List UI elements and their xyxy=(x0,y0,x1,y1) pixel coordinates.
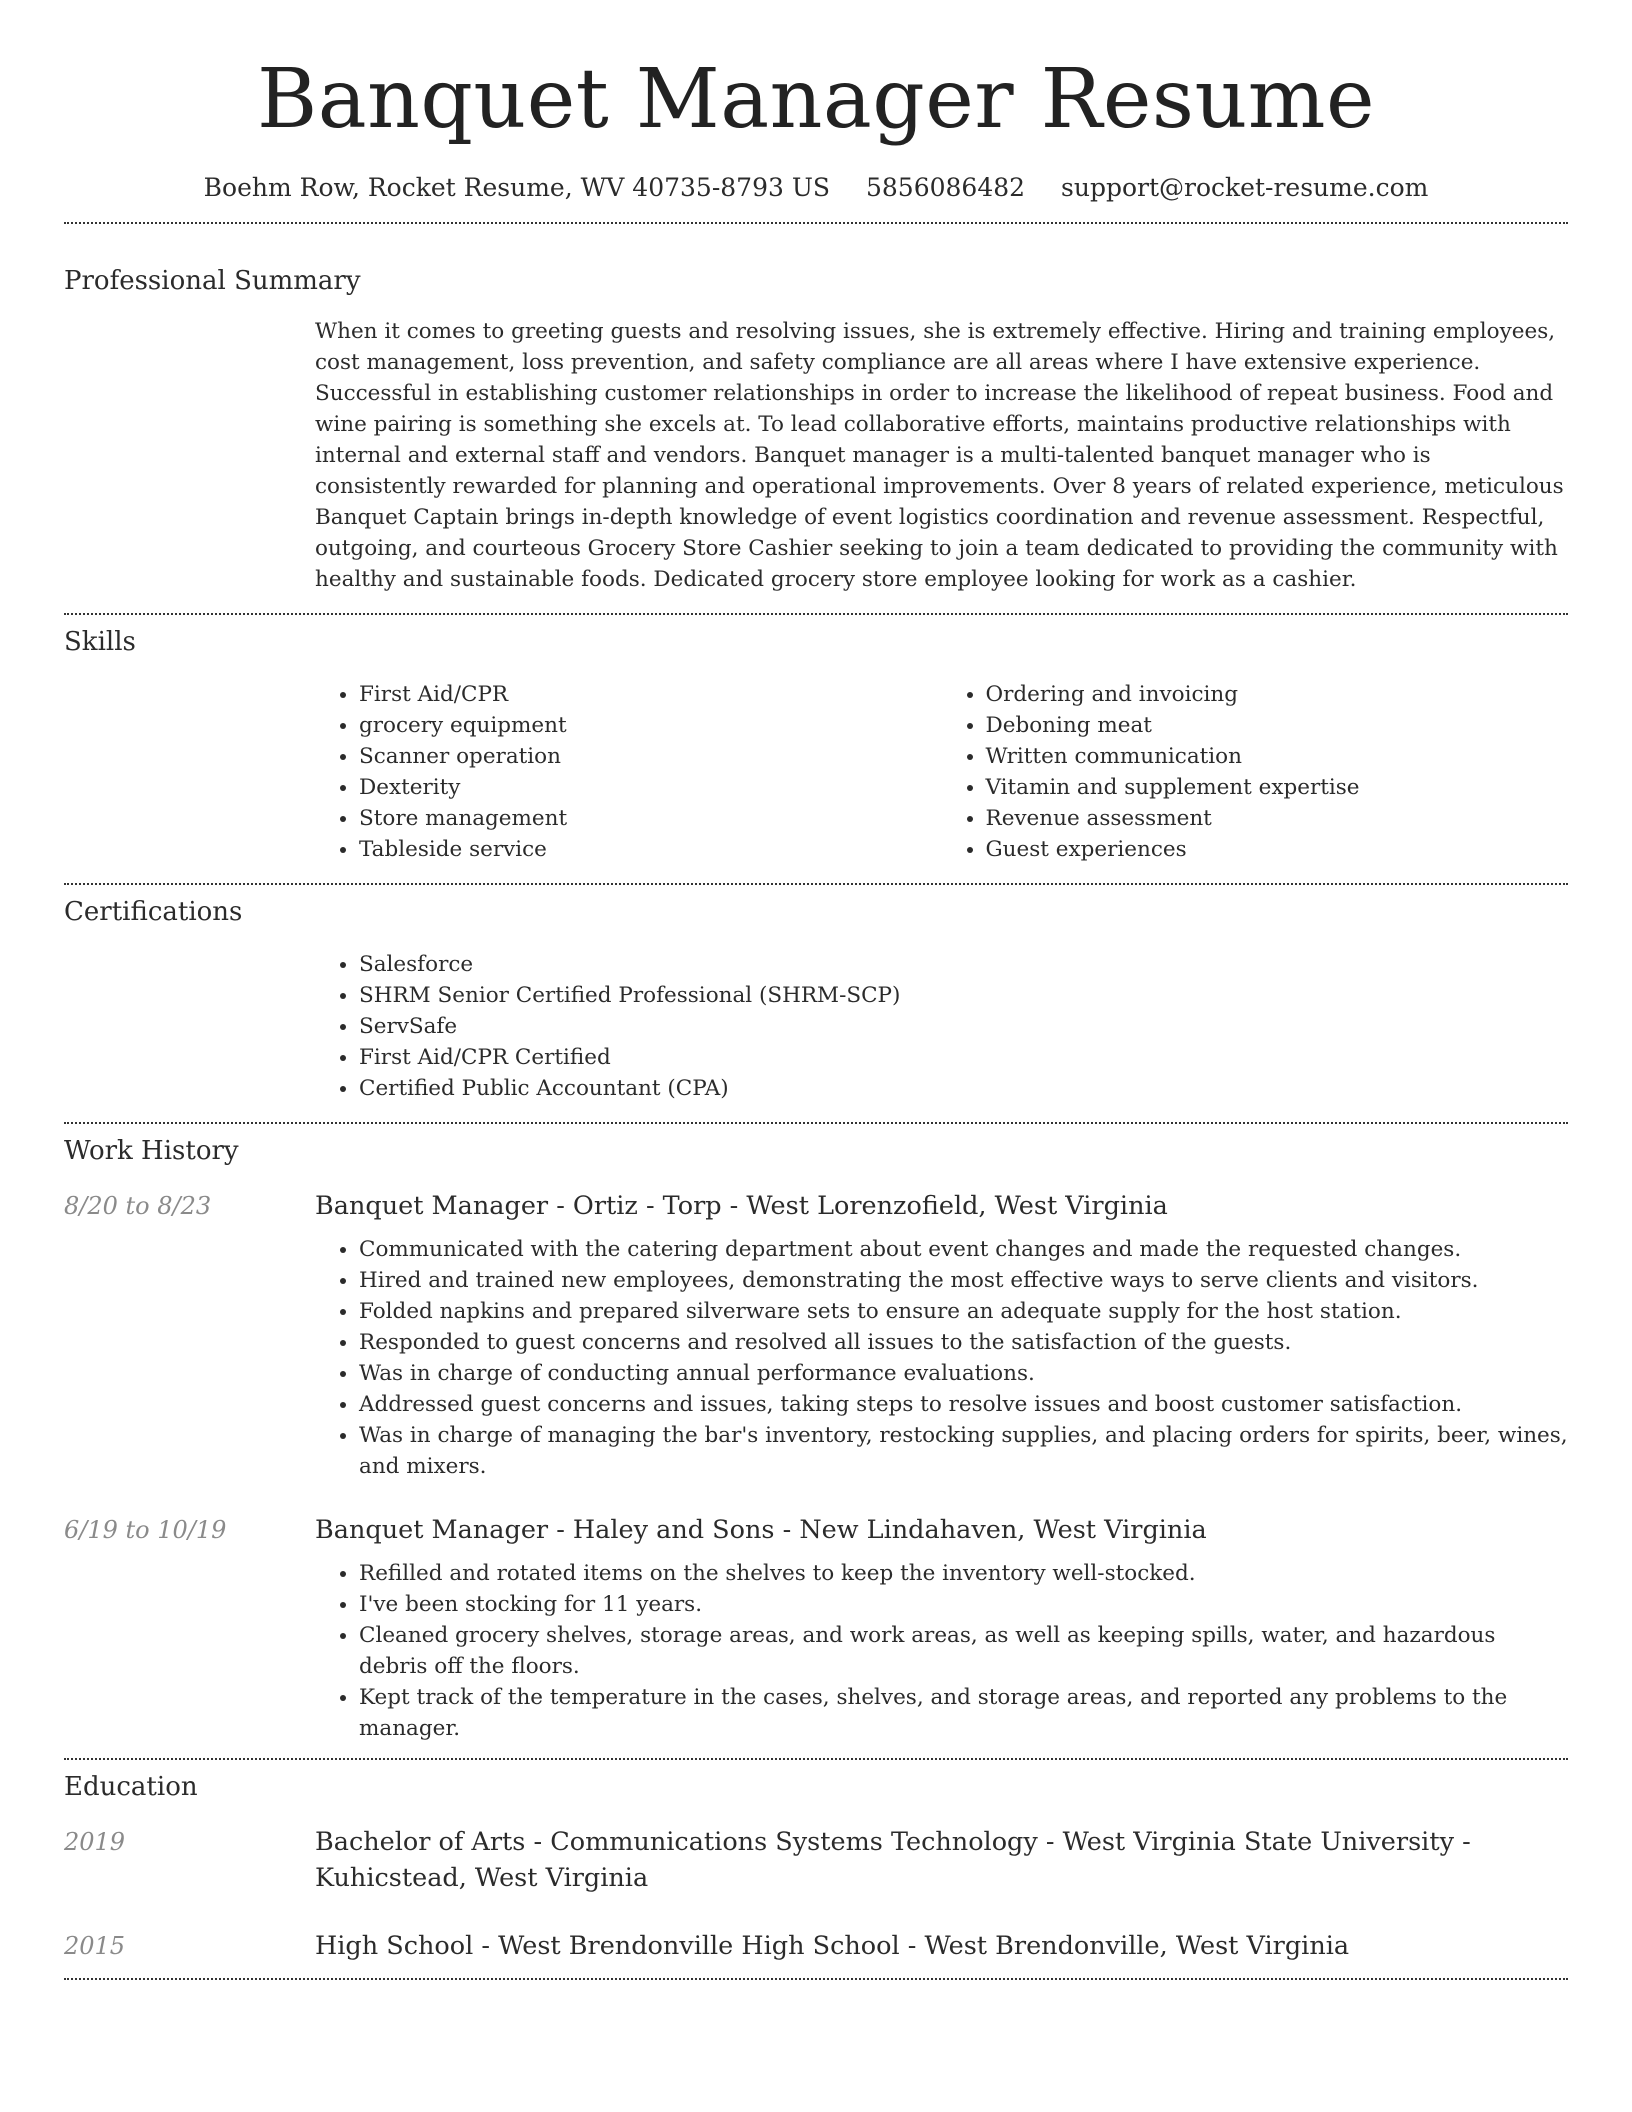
skills-column-right xyxy=(942,679,1569,865)
skill-item: • grocery equipment xyxy=(359,710,942,741)
skill-item: • Revenue assessment xyxy=(986,803,1569,834)
summary-heading: Professional Summary xyxy=(64,266,361,296)
skills-column-left xyxy=(315,679,942,865)
job-bullet: • Kept track of the temperature in the cases, shelves, and storage areas, and reported any problems to the manager. xyxy=(359,1682,1568,1744)
skill-item: • First Aid/CPR xyxy=(359,679,942,710)
certification-item: • ServSafe xyxy=(359,1011,1568,1042)
skill-item: • Written communication xyxy=(986,741,1569,772)
work-history-heading: Work History xyxy=(64,1136,239,1166)
job-entry xyxy=(64,1512,1568,1744)
skills-section xyxy=(64,625,1568,865)
job-bullet: • Was in charge of managing the bar's inventory, restocking supplies, and placing orders for spirits, beer, wines, and mixers. xyxy=(359,1420,1568,1482)
certifications-heading: Certifications xyxy=(64,897,243,927)
job-title: Banquet Manager - Ortiz - Torp - West Lorenzofield, West Virginia xyxy=(315,1191,1168,1221)
education-year: 2019 xyxy=(64,1828,126,1856)
job-bullet: • Responded to guest concerns and resolved all issues to the satisfaction of the guests. xyxy=(359,1327,1568,1358)
certification-item: • Salesforce xyxy=(359,949,1568,980)
summary-body xyxy=(315,316,1568,595)
skill-item: • Guest experiences xyxy=(986,834,1569,865)
skill-item: • Ordering and invoicing xyxy=(986,679,1569,710)
education-entry xyxy=(64,1928,1568,1964)
job-title: Banquet Manager - Haley and Sons - New Lindahaven, West Virginia xyxy=(315,1515,1207,1545)
summary-section xyxy=(64,264,1568,595)
job-dates: 8/20 to 8/23 xyxy=(64,1192,212,1220)
summary-text: When it comes to greeting guests and resolving issues, she is extremely effective. Hiring and training employees, cost management, loss prevention, and safety compliance are all areas where I have extensive experience. Successful in establishing customer relationships in order to increase the likelihood of repeat business. Food and wine pairing is something she excels at. To lead collaborative efforts, maintains productive relationships with internal and external staff and vendors. Banquet manager is a multi-talented banquet manager who is consistently rewarded for planning and operational improvements. Over 8 years of related experience, meticulous Banquet Captain brings in-depth knowledge of event logistics coordination and revenue assessment. Respectful, outgoing, and courteous Grocery Store Cashier seeking to join a team dedicated to providing the community with healthy and sustainable foods. Dedicated grocery store employee looking for work as a cashier. xyxy=(315,319,1564,592)
page-title: Banquet Manager Resume xyxy=(256,52,1376,147)
skill-item: • Vitamin and supplement expertise xyxy=(986,772,1569,803)
job-bullet: • Hired and trained new employees, demonstrating the most effective ways to serve clients and visitors. xyxy=(359,1265,1568,1296)
work-history-section xyxy=(64,1134,1568,1744)
job-bullets xyxy=(315,1558,1568,1744)
certifications-list xyxy=(315,949,1568,1104)
job-bullet: • Was in charge of conducting annual performance evaluations. xyxy=(359,1358,1568,1389)
job-bullet: • Folded napkins and prepared silverware sets to ensure an adequate supply for the host station. xyxy=(359,1296,1568,1327)
job-bullet: • I've been stocking for 11 years. xyxy=(359,1589,1568,1620)
skill-item: • Dexterity xyxy=(359,772,942,803)
job-dates: 6/19 to 10/19 xyxy=(64,1516,227,1544)
education-entry xyxy=(64,1824,1568,1896)
education-detail: Bachelor of Arts - Communications Systems Technology - West Virginia State University - Kuhicstead, West Virginia xyxy=(315,1827,1471,1893)
skills-heading: Skills xyxy=(64,627,136,657)
certification-item: • Certified Public Accountant (CPA) xyxy=(359,1073,1568,1104)
education-detail: High School - West Brendonville High School - West Brendonville, West Virginia xyxy=(315,1931,1350,1961)
divider xyxy=(64,1978,1568,1980)
contact-line xyxy=(64,172,1568,204)
education-heading: Education xyxy=(64,1772,198,1802)
job-bullet: • Communicated with the catering department about event changes and made the requested changes. xyxy=(359,1234,1568,1265)
divider xyxy=(64,883,1568,885)
contact-phone: 5856086482 xyxy=(866,173,1026,202)
divider xyxy=(64,222,1568,224)
contact-address: Boehm Row, Rocket Resume, WV 40735-8793 US xyxy=(203,173,831,202)
contact-email: support@rocket-resume.com xyxy=(1061,173,1429,202)
divider xyxy=(64,1122,1568,1124)
skills-list xyxy=(315,679,1568,865)
education-section xyxy=(64,1770,1568,1964)
job-bullet: • Addressed guest concerns and issues, taking steps to resolve issues and boost customer satisfaction. xyxy=(359,1389,1568,1420)
skill-item: • Scanner operation xyxy=(359,741,942,772)
divider xyxy=(64,613,1568,615)
job-bullets xyxy=(315,1234,1568,1482)
job-entry xyxy=(64,1188,1568,1482)
certification-item: • SHRM Senior Certified Professional (SHRM-SCP) xyxy=(359,980,1568,1011)
skill-item: • Store management xyxy=(359,803,942,834)
education-year: 2015 xyxy=(64,1932,126,1960)
certifications-section xyxy=(64,895,1568,1104)
skill-item: • Tableside service xyxy=(359,834,942,865)
certification-item: • First Aid/CPR Certified xyxy=(359,1042,1568,1073)
job-bullet: • Refilled and rotated items on the shelves to keep the inventory well-stocked. xyxy=(359,1558,1568,1589)
job-bullet: • Cleaned grocery shelves, storage areas, and work areas, as well as keeping spills, water, and hazardous debris off the floors. xyxy=(359,1620,1568,1682)
skill-item: • Deboning meat xyxy=(986,710,1569,741)
divider xyxy=(64,1758,1568,1760)
